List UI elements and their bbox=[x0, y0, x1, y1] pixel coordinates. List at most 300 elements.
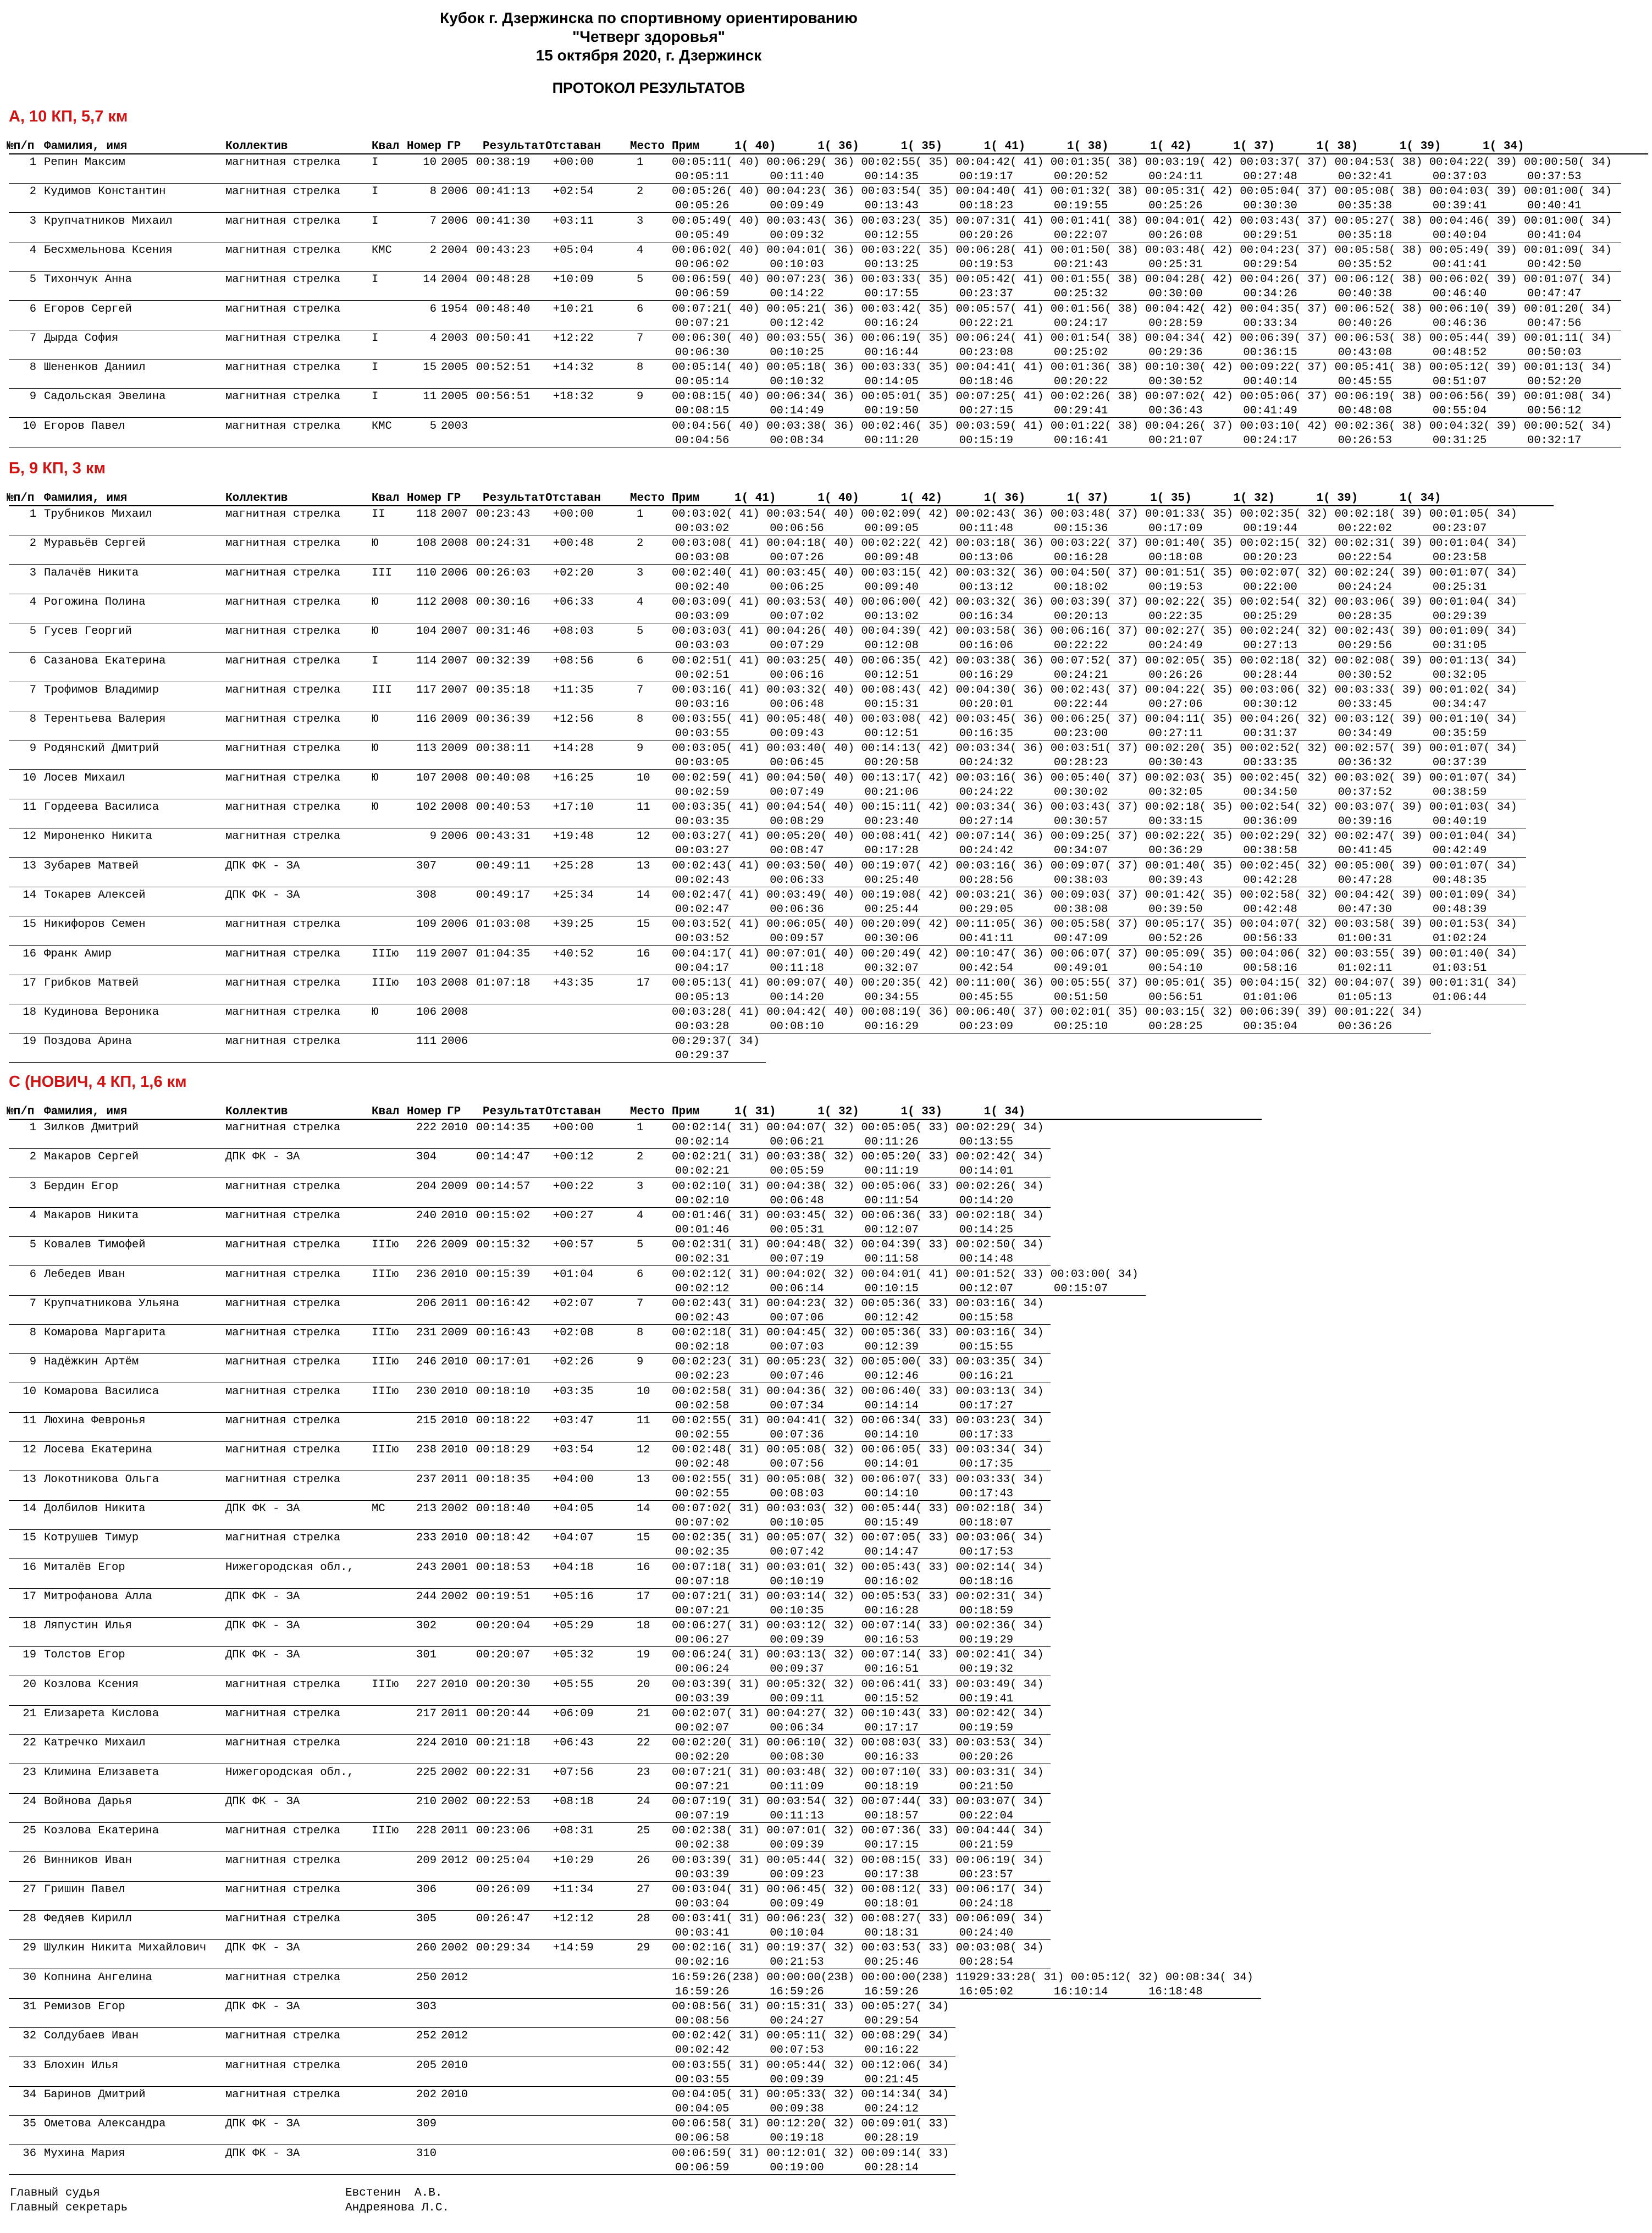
cell-num: 29 bbox=[23, 1942, 36, 1955]
cumulative-times: 00:02:51 00:06:16 00:12:51 00:16:29 00:24:21 00:26:26 00:28:44 00:30:52 00:32:05 bbox=[675, 668, 1487, 682]
table-row bbox=[0, 1561, 1262, 1589]
row-separator bbox=[9, 183, 1621, 184]
split-times: 00:02:35( 31) 00:05:07( 32) 00:07:05( 33) 00:03:06( 34) bbox=[672, 1532, 1044, 1545]
split-times: 00:05:11( 40) 00:06:29( 36) 00:02:55( 35) 00:04:42( 41) 00:01:35( 38) 00:03:19( 42) 00:03:37( 37) 00:04:53( 38) 00:04:22( 39) 00:00:50( 34) bbox=[672, 156, 1612, 169]
cell-club: магнитная стрелка bbox=[225, 1737, 341, 1750]
cell-behind: +14:32 bbox=[553, 361, 594, 374]
cell-place: 10 bbox=[637, 771, 650, 784]
cell-place: 10 bbox=[637, 1385, 650, 1398]
cell-num: 3 bbox=[29, 566, 36, 579]
cell-num: 3 bbox=[29, 1180, 36, 1193]
cell-result: 00:38:19 bbox=[476, 156, 531, 169]
cell-result: 00:56:51 bbox=[476, 390, 531, 404]
table-row bbox=[0, 1035, 1554, 1063]
cell-name: Люхина Февронья bbox=[44, 1414, 146, 1427]
cumulative-times: 00:06:02 00:10:03 00:13:25 00:19:53 00:21:43 00:25:31 00:29:54 00:35:52 00:41:41 00:42:50 bbox=[675, 258, 1582, 271]
cell-result: 00:16:43 bbox=[476, 1326, 531, 1340]
cell-bib: 230 bbox=[416, 1385, 437, 1398]
cell-bib: 2 bbox=[429, 244, 437, 257]
cumulative-times: 00:03:35 00:08:29 00:23:40 00:27:14 00:30:57 00:33:15 00:36:09 00:39:16 00:40:19 bbox=[675, 815, 1487, 828]
cell-behind: +02:07 bbox=[553, 1297, 594, 1310]
cell-num: 9 bbox=[29, 1356, 36, 1369]
cell-behind: +00:00 bbox=[553, 508, 594, 521]
cell-result: 00:48:28 bbox=[476, 273, 531, 286]
split-times: 00:05:14( 40) 00:05:18( 36) 00:03:33( 35) 00:04:41( 41) 00:01:36( 38) 00:10:30( 42) 00:09:22( 37) 00:05:41( 38) 00:05:12( 39) 00:01:13( 34) bbox=[672, 361, 1612, 374]
cell-qual: I bbox=[372, 185, 379, 198]
cell-year: 2011 bbox=[441, 1707, 468, 1720]
cell-place: 23 bbox=[637, 1766, 650, 1779]
cell-year: 2004 bbox=[441, 244, 468, 257]
cell-behind: +12:56 bbox=[553, 713, 594, 726]
cell-behind: +00:12 bbox=[553, 1151, 594, 1164]
cumulative-times: 00:03:09 00:07:02 00:13:02 00:16:34 00:20:13 00:22:35 00:25:29 00:28:35 00:29:39 bbox=[675, 610, 1487, 623]
cell-name: Ляпустин Илья bbox=[44, 1620, 132, 1633]
cell-num: 18 bbox=[23, 1620, 36, 1633]
cell-num: 30 bbox=[23, 1971, 36, 1984]
cell-num: 7 bbox=[29, 1297, 36, 1310]
cell-year: 2003 bbox=[441, 331, 468, 345]
cell-name: Локотникова Ольга bbox=[44, 1473, 159, 1486]
cell-result: 00:15:32 bbox=[476, 1239, 531, 1252]
cell-name: Сазанова Екатерина bbox=[44, 654, 166, 667]
cell-year: 2006 bbox=[441, 185, 468, 198]
split-times: 00:05:13( 41) 00:09:07( 40) 00:20:35( 42) 00:11:00( 36) 00:05:55( 37) 00:05:01( 35) 00:04:15( 32) 00:04:07( 39) 00:01:31( 34) bbox=[672, 976, 1517, 990]
cell-behind: +04:05 bbox=[553, 1502, 594, 1515]
cell-bib: 233 bbox=[416, 1532, 437, 1545]
cell-place: 21 bbox=[637, 1707, 650, 1720]
cell-place: 7 bbox=[637, 683, 644, 697]
cell-result: 00:15:02 bbox=[476, 1209, 531, 1222]
cell-behind: +39:25 bbox=[553, 918, 594, 931]
column-header-result: Результат bbox=[483, 492, 545, 505]
cell-bib: 6 bbox=[429, 302, 437, 316]
split-times: 00:06:58( 31) 00:12:20( 32) 00:09:01( 33) bbox=[672, 2118, 949, 2131]
split-times: 00:02:42( 31) 00:05:11( 32) 00:08:29( 34) bbox=[672, 2030, 949, 2043]
cell-behind: +12:12 bbox=[553, 1913, 594, 1926]
cell-result: 00:40:08 bbox=[476, 771, 531, 784]
cell-bib: 116 bbox=[416, 713, 437, 726]
cell-qual: IIIю bbox=[372, 1326, 399, 1340]
cell-year: 2010 bbox=[441, 2059, 468, 2072]
cell-club: магнитная стрелка bbox=[225, 1971, 341, 1984]
cell-result: 00:49:11 bbox=[476, 859, 531, 872]
row-separator bbox=[9, 1851, 1051, 1852]
cell-name: Козлова Ксения bbox=[44, 1678, 139, 1691]
cell-place: 8 bbox=[637, 361, 644, 374]
row-separator bbox=[9, 1734, 1051, 1735]
table-row bbox=[0, 1326, 1262, 1355]
row-separator bbox=[9, 1500, 1051, 1501]
split-times: 00:02:12( 31) 00:04:02( 32) 00:04:01( 41) 00:01:52( 33) 00:03:00( 34) bbox=[672, 1268, 1139, 1281]
table-row bbox=[0, 273, 1648, 301]
cumulative-times: 00:06:59 00:14:22 00:17:55 00:23:37 00:25:32 00:30:00 00:34:26 00:40:38 00:46:40 00:47:47 bbox=[675, 288, 1582, 301]
cell-club: ДПК ФК - ЗА bbox=[225, 1590, 300, 1603]
column-header-year: ГР bbox=[447, 492, 461, 505]
cell-name: Трофимов Владимир bbox=[44, 683, 159, 697]
cell-behind: +19:48 bbox=[553, 830, 594, 843]
cell-name: Толстов Егор bbox=[44, 1649, 125, 1662]
cell-bib: 213 bbox=[416, 1502, 437, 1515]
cell-name: Надёжкин Артём bbox=[44, 1356, 139, 1369]
table-row bbox=[0, 1180, 1262, 1208]
cell-name: Родянский Дмитрий bbox=[44, 742, 159, 755]
table-row bbox=[0, 331, 1648, 360]
row-separator bbox=[9, 2086, 955, 2087]
table-row bbox=[0, 2059, 1262, 2087]
cumulative-times: 00:03:04 00:09:49 00:18:01 00:24:18 bbox=[675, 1897, 1014, 1910]
cell-behind: +04:00 bbox=[553, 1473, 594, 1486]
cell-num: 6 bbox=[29, 1268, 36, 1281]
column-header-num: №п/п bbox=[7, 1106, 35, 1118]
group-title: А, 10 КП, 5,7 км bbox=[9, 108, 128, 125]
column-header-qual: Квал bbox=[372, 1106, 400, 1118]
cumulative-times: 00:06:24 00:09:37 00:16:51 00:19:32 bbox=[675, 1663, 1014, 1676]
cell-qual: IIIю bbox=[372, 976, 399, 990]
cell-name: Лебедев Иван bbox=[44, 1268, 125, 1281]
cell-num: 6 bbox=[29, 302, 36, 316]
cell-place: 5 bbox=[637, 1239, 644, 1252]
cell-name: Садольская Эвелина bbox=[44, 390, 166, 404]
cell-name: Комарова Василиса bbox=[44, 1385, 159, 1398]
split-times: 00:02:38( 31) 00:07:01( 32) 00:07:36( 33) 00:04:44( 34) bbox=[672, 1825, 1044, 1838]
table-row bbox=[0, 302, 1648, 331]
cell-name: Рогожина Полина bbox=[44, 595, 146, 609]
row-separator bbox=[9, 2115, 955, 2116]
cell-year: 2010 bbox=[441, 1268, 468, 1281]
cell-result: 00:32:39 bbox=[476, 654, 531, 667]
cell-year: 2009 bbox=[441, 742, 468, 755]
cell-club: магнитная стрелка bbox=[225, 1297, 341, 1310]
cell-place: 9 bbox=[637, 742, 644, 755]
cell-place: 7 bbox=[637, 331, 644, 345]
cell-bib: 114 bbox=[416, 654, 437, 667]
event-date-place: 15 октября 2020, г. Дзержинск bbox=[535, 47, 762, 64]
cumulative-times: 00:04:56 00:08:34 00:11:20 00:15:19 00:16:41 00:21:07 00:24:17 00:26:53 00:31:25 00:32:17 bbox=[675, 434, 1582, 447]
cell-year: 2010 bbox=[441, 1356, 468, 1369]
cell-place: 8 bbox=[637, 1326, 644, 1340]
cell-club: ДПК ФК - ЗА bbox=[225, 1795, 300, 1808]
cell-bib: 5 bbox=[429, 419, 437, 433]
split-times: 00:03:52( 41) 00:06:05( 40) 00:20:09( 42) 00:11:05( 36) 00:05:58( 37) 00:05:17( 35) 00:04:07( 32) 00:03:58( 39) 00:01:53( 34) bbox=[672, 918, 1517, 931]
cell-result: 00:15:39 bbox=[476, 1268, 531, 1281]
cell-club: ДПК ФК - ЗА bbox=[225, 2118, 300, 2131]
cell-result: 00:43:31 bbox=[476, 830, 531, 843]
table-row bbox=[0, 390, 1648, 418]
row-separator bbox=[9, 1062, 766, 1063]
column-header-result: Результат bbox=[483, 140, 545, 153]
cell-club: ДПК ФК - ЗА bbox=[225, 1942, 300, 1955]
cell-club: магнитная стрелка bbox=[225, 830, 341, 843]
cumulative-times: 00:03:39 00:09:11 00:15:52 00:19:41 bbox=[675, 1692, 1014, 1705]
row-separator bbox=[9, 212, 1621, 213]
cell-num: 11 bbox=[23, 801, 36, 814]
cell-place: 12 bbox=[637, 1444, 650, 1457]
cell-result: 00:41:13 bbox=[476, 185, 531, 198]
cell-club: магнитная стрелка bbox=[225, 595, 341, 609]
table-row bbox=[0, 595, 1554, 624]
cell-place: 6 bbox=[637, 302, 644, 316]
row-separator bbox=[9, 1998, 1261, 1999]
cumulative-times: 00:07:19 00:11:13 00:18:57 00:22:04 bbox=[675, 1809, 1014, 1822]
cell-club: ДПК ФК - ЗА bbox=[225, 2000, 300, 2013]
cell-bib: 226 bbox=[416, 1239, 437, 1252]
cell-bib: 309 bbox=[416, 2118, 437, 2131]
split-times: 00:03:16( 41) 00:03:32( 40) 00:08:43( 42) 00:04:30( 36) 00:02:43( 37) 00:04:22( 35) 00:03:06( 32) 00:03:33( 39) 00:01:02( 34) bbox=[672, 683, 1517, 697]
cell-num: 17 bbox=[23, 976, 36, 990]
table-row bbox=[0, 771, 1554, 800]
cell-name: Федяев Кирилл bbox=[44, 1913, 132, 1926]
cell-result: 00:52:51 bbox=[476, 361, 531, 374]
table-row bbox=[0, 1385, 1262, 1413]
cell-num: 15 bbox=[23, 1532, 36, 1545]
cell-name: Лосева Екатерина bbox=[44, 1444, 152, 1457]
split-times: 00:02:14( 31) 00:04:07( 32) 00:05:05( 33) 00:02:29( 34) bbox=[672, 1121, 1044, 1134]
cell-year: 2012 bbox=[441, 2030, 468, 2043]
cell-behind: +04:07 bbox=[553, 1532, 594, 1545]
cell-club: магнитная стрелка bbox=[225, 1707, 341, 1720]
table-row bbox=[0, 1209, 1262, 1237]
cumulative-times: 00:05:11 00:11:40 00:14:35 00:19:17 00:20:52 00:24:11 00:27:48 00:32:41 00:37:03 00:37:53 bbox=[675, 170, 1582, 183]
cell-qual: I bbox=[372, 273, 379, 286]
cell-year: 2006 bbox=[441, 1035, 468, 1048]
cell-club: ДПК ФК - ЗА bbox=[225, 1620, 300, 1633]
chief-secretary-label: Главный секретарь bbox=[10, 2202, 128, 2214]
cell-bib: 109 bbox=[416, 918, 437, 931]
cumulative-times: 00:02:35 00:07:42 00:14:47 00:17:53 bbox=[675, 1546, 1014, 1559]
cell-club: магнитная стрелка bbox=[225, 947, 341, 960]
cell-num: 32 bbox=[23, 2030, 36, 2043]
cell-year: 2007 bbox=[441, 625, 468, 638]
cell-year: 2008 bbox=[441, 1006, 468, 1019]
table-row bbox=[0, 1355, 1262, 1384]
cell-bib: 15 bbox=[423, 361, 437, 374]
table-row bbox=[0, 917, 1554, 946]
row-separator bbox=[9, 1939, 1051, 1940]
cumulative-times: 00:03:08 00:07:26 00:09:48 00:13:06 00:16:28 00:18:08 00:20:23 00:22:54 00:23:58 bbox=[675, 551, 1487, 565]
group-title: Б, 9 КП, 3 км bbox=[9, 460, 106, 477]
cell-num: 5 bbox=[29, 1239, 36, 1252]
cell-num: 36 bbox=[23, 2147, 36, 2160]
row-separator bbox=[9, 1793, 1051, 1794]
cell-behind: +25:34 bbox=[553, 888, 594, 902]
cell-num: 22 bbox=[23, 1737, 36, 1750]
cell-year: 2007 bbox=[441, 654, 468, 667]
cell-club: магнитная стрелка bbox=[225, 1414, 341, 1427]
cell-club: магнитная стрелка bbox=[225, 1532, 341, 1545]
cell-name: Ометова Александра bbox=[44, 2118, 166, 2131]
cell-behind: +01:04 bbox=[553, 1268, 594, 1281]
split-times: 00:07:21( 40) 00:05:21( 36) 00:03:42( 35) 00:05:57( 41) 00:01:56( 38) 00:04:42( 42) 00:04:35( 37) 00:06:52( 38) 00:06:10( 39) 00:01:20( 34) bbox=[672, 302, 1612, 316]
cell-result: 00:38:11 bbox=[476, 742, 531, 755]
cell-place: 11 bbox=[637, 801, 650, 814]
cell-year: 2012 bbox=[441, 1971, 468, 1984]
cell-bib: 117 bbox=[416, 683, 437, 697]
cumulative-times: 00:01:46 00:05:31 00:12:07 00:14:25 bbox=[675, 1223, 1014, 1236]
cell-qual: I bbox=[372, 654, 379, 667]
cell-name: Грибков Матвей bbox=[44, 976, 139, 990]
cell-num: 16 bbox=[23, 1561, 36, 1574]
cell-qual: IIIю bbox=[372, 1444, 399, 1457]
cumulative-times: 00:03:02 00:06:56 00:09:05 00:11:48 00:15:36 00:17:09 00:19:44 00:22:02 00:23:07 bbox=[675, 522, 1487, 535]
cell-bib: 305 bbox=[416, 1913, 437, 1926]
cumulative-times: 00:07:18 00:10:19 00:16:02 00:18:16 bbox=[675, 1575, 1014, 1588]
cell-name: Палачёв Никита bbox=[44, 566, 139, 579]
cell-name: Муравьёв Сергей bbox=[44, 537, 146, 550]
cell-result: 00:20:30 bbox=[476, 1678, 531, 1691]
cell-num: 8 bbox=[29, 713, 36, 726]
control-points-header: 1( 31) 1( 32) 1( 33) 1( 34) bbox=[734, 1106, 1026, 1118]
cell-club: магнитная стрелка bbox=[225, 2059, 341, 2072]
split-times: 00:03:28( 41) 00:04:42( 40) 00:08:19( 36) 00:06:40( 37) 00:02:01( 35) 00:03:15( 32) 00:06:39( 39) 00:01:22( 34) bbox=[672, 1006, 1423, 1019]
cell-club: магнитная стрелка bbox=[225, 1326, 341, 1340]
cell-result: 00:41:30 bbox=[476, 214, 531, 228]
chief-judge-name: Евстенин А.В. bbox=[345, 2187, 443, 2199]
cell-behind: +25:28 bbox=[553, 859, 594, 872]
cell-result: 00:14:47 bbox=[476, 1151, 531, 1164]
cell-name: Шененков Даниил bbox=[44, 361, 146, 374]
cell-bib: 304 bbox=[416, 1151, 437, 1164]
cell-num: 5 bbox=[29, 273, 36, 286]
cell-behind: +04:18 bbox=[553, 1561, 594, 1574]
cell-place: 2 bbox=[637, 537, 644, 550]
split-times: 00:03:41( 31) 00:06:23( 32) 00:08:27( 33) 00:06:09( 34) bbox=[672, 1913, 1044, 1926]
table-row bbox=[0, 1971, 1262, 1999]
cell-name: Терентьева Валерия bbox=[44, 713, 166, 726]
cumulative-times: 00:02:14 00:06:21 00:11:26 00:13:55 bbox=[675, 1136, 1014, 1148]
cell-place: 8 bbox=[637, 713, 644, 726]
cell-place: 9 bbox=[637, 1356, 644, 1369]
cell-year: 2009 bbox=[441, 1180, 468, 1193]
cell-bib: 202 bbox=[416, 2088, 437, 2101]
column-header-underline bbox=[9, 153, 1648, 154]
split-times: 00:02:55( 31) 00:05:08( 32) 00:06:07( 33) 00:03:33( 34) bbox=[672, 1473, 1044, 1486]
cell-num: 12 bbox=[23, 830, 36, 843]
row-separator bbox=[9, 1822, 1051, 1823]
cell-year: 2009 bbox=[441, 1326, 468, 1340]
cell-num: 15 bbox=[23, 918, 36, 931]
cell-place: 6 bbox=[637, 1268, 644, 1281]
cell-bib: 204 bbox=[416, 1180, 437, 1193]
cumulative-times: 00:03:16 00:06:48 00:15:31 00:20:01 00:22:44 00:27:06 00:30:12 00:33:45 00:34:47 bbox=[675, 698, 1487, 711]
cell-qual: Ю bbox=[372, 625, 379, 638]
table-row bbox=[0, 1297, 1262, 1325]
cell-place: 14 bbox=[637, 888, 650, 902]
cell-club: ДПК ФК - ЗА bbox=[225, 888, 300, 902]
split-times: 00:02:43( 31) 00:04:23( 32) 00:05:36( 33) 00:03:16( 34) bbox=[672, 1297, 1044, 1310]
cumulative-times: 00:03:03 00:07:29 00:12:08 00:16:06 00:22:22 00:24:49 00:27:13 00:29:56 00:31:05 bbox=[675, 639, 1487, 653]
cell-bib: 119 bbox=[416, 947, 437, 960]
cell-place: 4 bbox=[637, 1209, 644, 1222]
cell-place: 29 bbox=[637, 1942, 650, 1955]
cumulative-times: 00:02:40 00:06:25 00:09:40 00:13:12 00:18:02 00:19:53 00:22:00 00:24:24 00:25:31 bbox=[675, 581, 1487, 594]
split-times: 00:03:09( 41) 00:03:53( 40) 00:06:00( 42) 00:03:32( 36) 00:03:39( 37) 00:02:22( 35) 00:02:54( 32) 00:03:06( 39) 00:01:04( 34) bbox=[672, 595, 1517, 609]
row-separator bbox=[9, 1910, 1051, 1911]
table-row bbox=[0, 1121, 1262, 1149]
cell-num: 17 bbox=[23, 1590, 36, 1603]
cell-bib: 106 bbox=[416, 1006, 437, 1019]
row-separator bbox=[9, 2174, 955, 2175]
cell-year: 2002 bbox=[441, 1766, 468, 1779]
cell-year: 2007 bbox=[441, 683, 468, 697]
cell-behind: +05:04 bbox=[553, 244, 594, 257]
row-separator bbox=[9, 1441, 1051, 1442]
table-row bbox=[0, 537, 1554, 565]
split-times: 00:05:26( 40) 00:04:23( 36) 00:03:54( 35) 00:04:40( 41) 00:01:32( 38) 00:05:31( 42) 00:05:04( 37) 00:05:08( 38) 00:04:03( 39) 00:01:00( 34) bbox=[672, 185, 1612, 198]
table-row bbox=[0, 214, 1648, 243]
cell-name: Миталёв Егор bbox=[44, 1561, 125, 1574]
cell-year: 2010 bbox=[441, 1532, 468, 1545]
cell-qual: Ю bbox=[372, 595, 379, 609]
cell-behind: +10:09 bbox=[553, 273, 594, 286]
cell-num: 14 bbox=[23, 1502, 36, 1515]
split-times: 00:08:15( 40) 00:06:34( 36) 00:05:01( 35) 00:07:25( 41) 00:02:26( 38) 00:07:02( 42) 00:05:06( 37) 00:06:19( 38) 00:06:56( 39) 00:01:08( 34) bbox=[672, 390, 1612, 404]
cell-behind: +02:20 bbox=[553, 566, 594, 579]
cell-behind: +03:54 bbox=[553, 1444, 594, 1457]
cell-year: 2005 bbox=[441, 361, 468, 374]
cell-num: 10 bbox=[23, 771, 36, 784]
cell-behind: +07:56 bbox=[553, 1766, 594, 1779]
cell-place: 4 bbox=[637, 595, 644, 609]
cell-year: 2002 bbox=[441, 1590, 468, 1603]
cell-name: Крупчатников Михаил bbox=[44, 214, 173, 228]
table-row bbox=[0, 800, 1554, 829]
table-row bbox=[0, 361, 1648, 389]
cell-num: 23 bbox=[23, 1766, 36, 1779]
row-separator bbox=[9, 1705, 1051, 1706]
split-times: 00:03:39( 31) 00:05:44( 32) 00:08:15( 33) 00:06:19( 34) bbox=[672, 1854, 1044, 1867]
cumulative-times: 00:02:21 00:05:59 00:11:19 00:14:01 bbox=[675, 1165, 1014, 1178]
split-times: 00:02:59( 41) 00:04:50( 40) 00:13:17( 42) 00:03:16( 36) 00:05:40( 37) 00:02:03( 35) 00:02:45( 32) 00:03:02( 39) 00:01:07( 34) bbox=[672, 771, 1517, 784]
cell-name: Котрушев Тимур bbox=[44, 1532, 139, 1545]
chief-secretary-name: Андреянова Л.С. bbox=[345, 2202, 450, 2214]
cell-bib: 237 bbox=[416, 1473, 437, 1486]
cell-result: 00:22:53 bbox=[476, 1795, 531, 1808]
cell-club: магнитная стрелка bbox=[225, 1356, 341, 1369]
cell-result: 00:14:35 bbox=[476, 1121, 531, 1134]
cell-result: 00:18:22 bbox=[476, 1414, 531, 1427]
cumulative-times: 00:02:43 00:07:06 00:12:42 00:15:58 bbox=[675, 1311, 1014, 1324]
table-row bbox=[0, 1473, 1262, 1501]
cell-qual: I bbox=[372, 156, 379, 169]
cell-club: ДПК ФК - ЗА bbox=[225, 2147, 300, 2160]
column-header-bib: Номер bbox=[407, 492, 442, 505]
split-times: 00:02:21( 31) 00:03:38( 32) 00:05:20( 33) 00:02:42( 34) bbox=[672, 1151, 1044, 1164]
column-header-name: Фамилия, имя bbox=[44, 140, 128, 153]
cell-year: 2008 bbox=[441, 537, 468, 550]
cell-num: 16 bbox=[23, 947, 36, 960]
cell-behind: +08:18 bbox=[553, 1795, 594, 1808]
cell-behind: +00:57 bbox=[553, 1239, 594, 1252]
cumulative-times: 00:03:27 00:08:47 00:17:28 00:24:42 00:34:07 00:36:29 00:38:58 00:41:45 00:42:49 bbox=[675, 844, 1487, 858]
split-times: 00:01:46( 31) 00:03:45( 32) 00:06:36( 33) 00:02:18( 34) bbox=[672, 1209, 1044, 1222]
cell-bib: 236 bbox=[416, 1268, 437, 1281]
cumulative-times: 00:03:55 00:09:43 00:12:51 00:16:35 00:23:00 00:27:11 00:31:37 00:34:49 00:35:59 bbox=[675, 727, 1487, 740]
cell-qual: I bbox=[372, 331, 379, 345]
table-row bbox=[0, 947, 1554, 976]
row-separator bbox=[9, 1148, 1051, 1149]
cell-club: магнитная стрелка bbox=[225, 1913, 341, 1926]
split-times: 00:07:21( 31) 00:03:48( 32) 00:07:10( 33) 00:03:31( 34) bbox=[672, 1766, 1044, 1779]
cell-behind: +00:48 bbox=[553, 537, 594, 550]
split-times: 00:02:16( 31) 00:19:37( 32) 00:03:53( 33) 00:03:08( 34) bbox=[672, 1942, 1044, 1955]
cell-num: 35 bbox=[23, 2118, 36, 2131]
cell-name: Франк Амир bbox=[44, 947, 112, 960]
column-header-place: Место bbox=[630, 140, 665, 153]
split-times: 00:02:07( 31) 00:04:27( 32) 00:10:43( 33) 00:02:42( 34) bbox=[672, 1707, 1044, 1720]
cell-name: Ремизов Егор bbox=[44, 2000, 125, 2013]
cell-bib: 9 bbox=[429, 830, 437, 843]
column-header-place: Место bbox=[630, 1106, 665, 1118]
